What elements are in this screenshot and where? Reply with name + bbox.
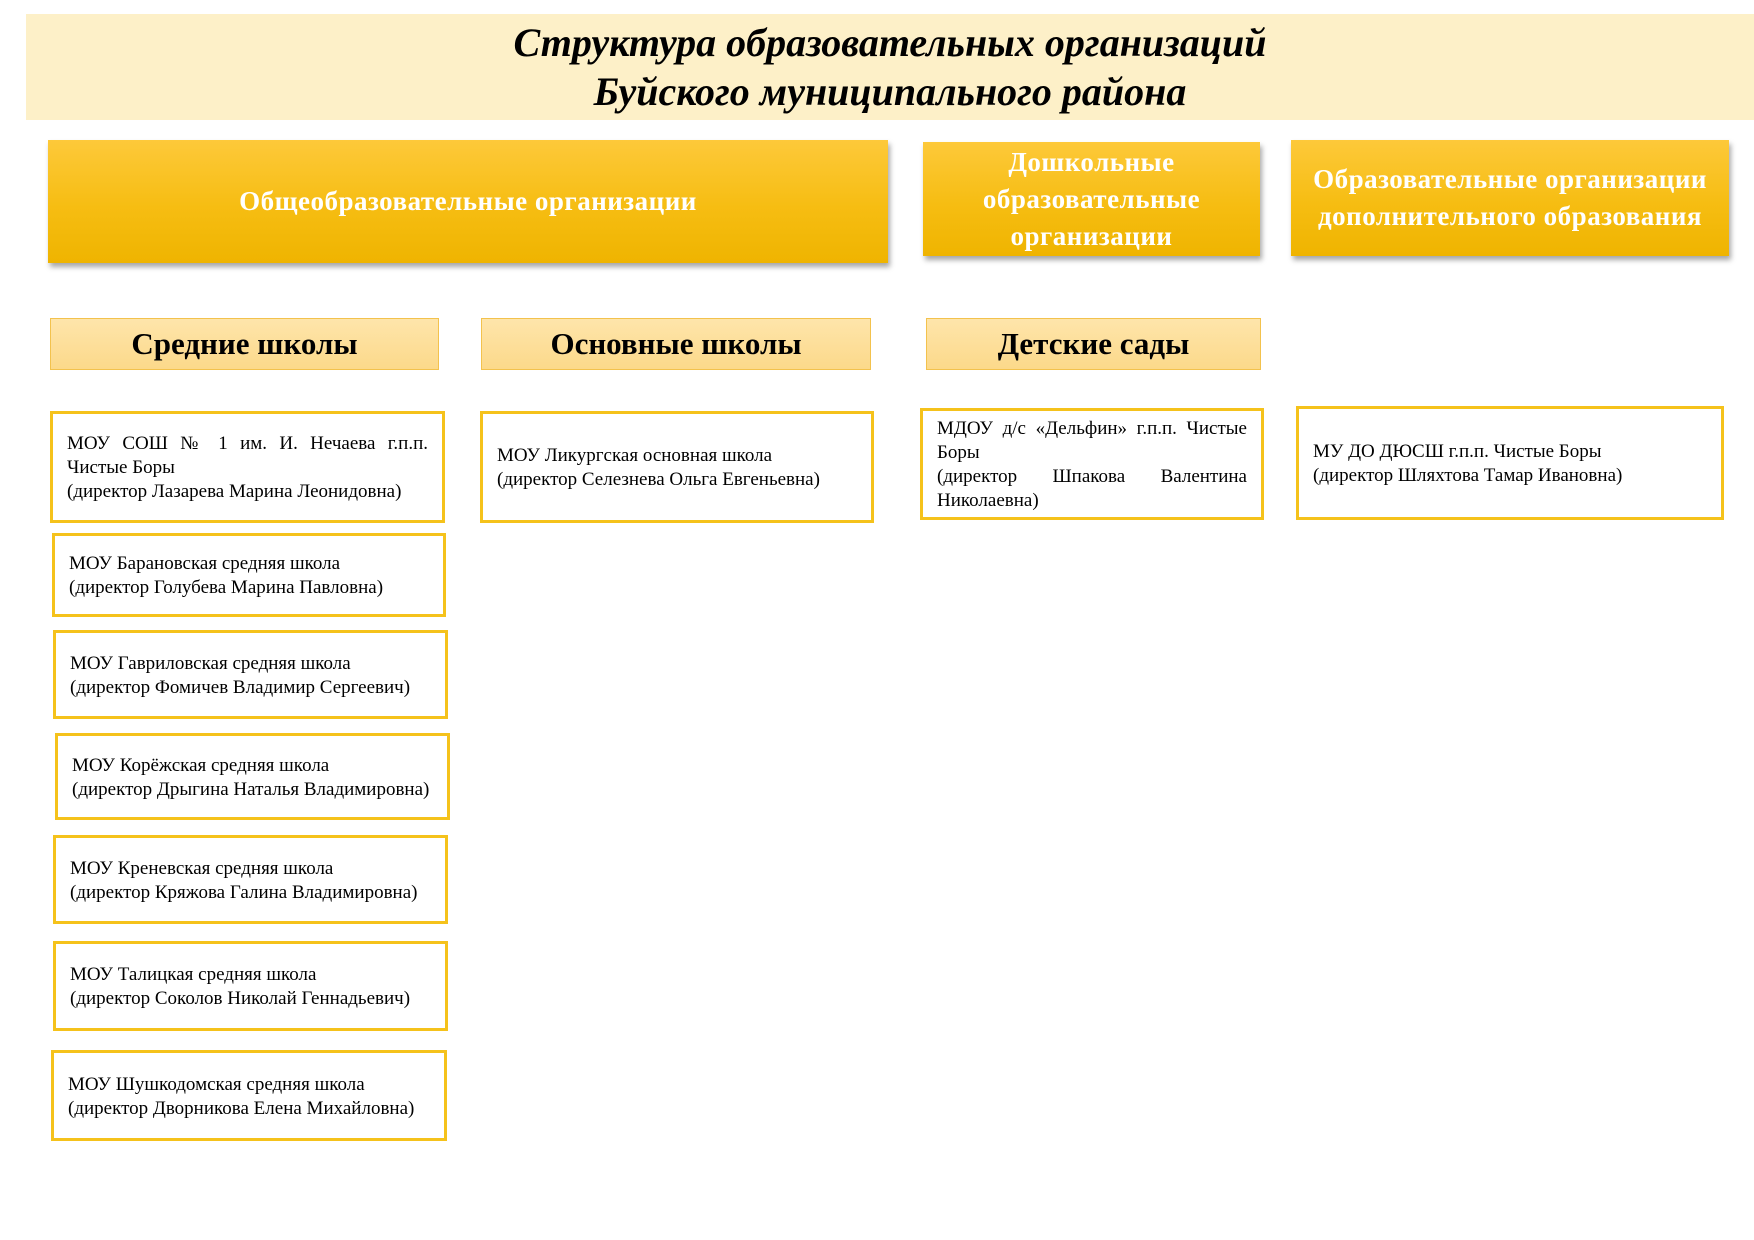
school-card — [480, 411, 874, 523]
subheader-basic-schools: Основные школы — [481, 318, 871, 370]
school-card — [53, 835, 448, 924]
school-name: МОУ Гавриловская средняя школа — [70, 652, 351, 674]
school-director: (директор Кряжова Галина Владимировна) — [70, 881, 418, 903]
category-general-education — [48, 140, 888, 263]
school-name: МОУ Корёжская средняя школа — [72, 754, 330, 776]
title-line-1: Структура образовательных организаций — [513, 20, 1267, 65]
school-name: МОУ Ликургская основная школа — [497, 445, 773, 466]
category-additional-education — [1291, 140, 1729, 256]
subheader-secondary-schools: Средние школы — [50, 318, 439, 370]
kindergarten-name: МДОУ д/с «Дельфин» г.п.п. Чистые Боры — [937, 418, 1247, 463]
category-additional-education-label: Образовательные организации дополнительного образования — [1313, 164, 1707, 231]
school-director: (директор Дрыгина Наталья Владимировна) — [72, 778, 430, 800]
school-director: (директор Дворникова Елена Михайловна) — [68, 1097, 415, 1119]
additional-education-name: МУ ДО ДЮСШ г.п.п. Чистые Боры — [1313, 441, 1602, 462]
title-line-2: Буйского муниципального района — [593, 69, 1187, 114]
school-name: МОУ Талицкая средняя школа — [70, 964, 317, 985]
school-director: (директор Селезнева Ольга Евгеньевна) — [497, 469, 820, 490]
kindergarten-director: (директор Шпакова Валентина Николаевна) — [937, 466, 1247, 511]
school-card — [53, 941, 448, 1031]
category-preschool — [923, 142, 1260, 256]
school-director: (директор Голубева Марина Павловна) — [69, 577, 384, 598]
category-general-education-label: Общеобразовательные организации — [239, 186, 697, 216]
additional-education-card — [1296, 406, 1724, 520]
school-card — [51, 1050, 447, 1141]
school-director: (директор Лазарева Марина Леонидовна) — [67, 481, 402, 502]
school-name: МОУ СОШ № 1 им. И. Нечаева г.п.п. Чистые Боры — [67, 433, 428, 478]
title-banner — [26, 14, 1754, 120]
category-preschool-label: Дошкольные образовательные организации — [982, 146, 1201, 251]
additional-education-director: (директор Шляхтова Тамар Ивановна) — [1313, 465, 1623, 486]
school-card — [52, 533, 446, 617]
school-card — [55, 733, 450, 820]
school-card — [53, 630, 448, 719]
school-name: МОУ Креневская средняя школа — [70, 857, 334, 879]
school-name: МОУ Шушкодомская средняя школа — [68, 1073, 365, 1095]
kindergarten-card — [920, 408, 1264, 520]
subheader-kindergartens: Детские сады — [926, 318, 1261, 370]
school-director: (директор Фомичев Владимир Сергеевич) — [70, 676, 411, 698]
school-card — [50, 411, 445, 523]
school-name: МОУ Барановская средняя школа — [69, 553, 341, 574]
school-director: (директор Соколов Николай Геннадьевич) — [70, 988, 411, 1009]
